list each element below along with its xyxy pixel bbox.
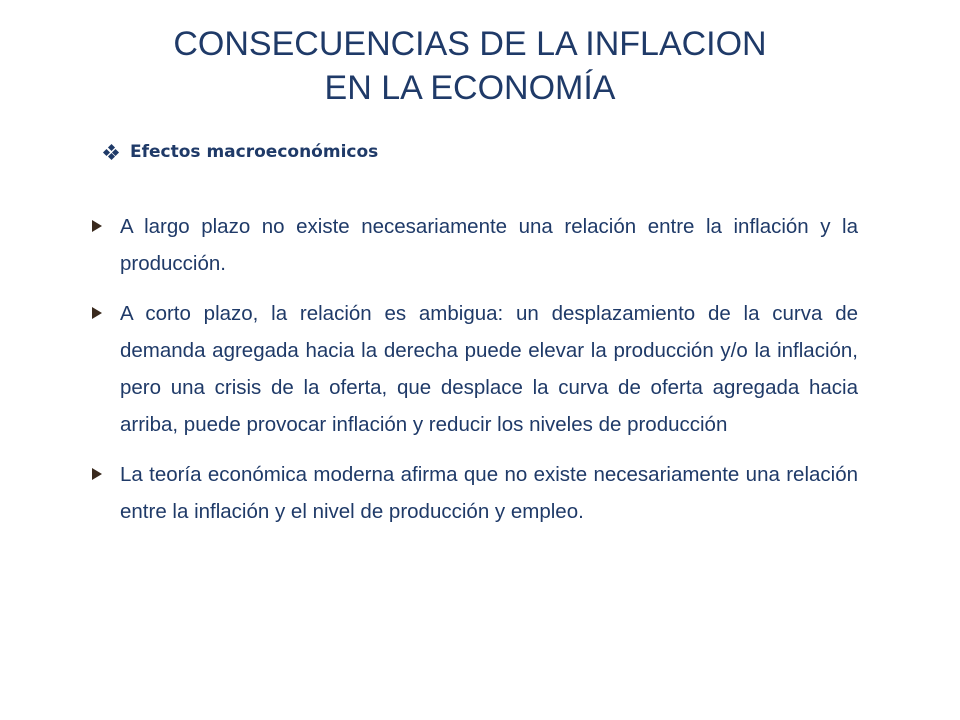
slide-title [0, 22, 940, 110]
arrow-bullet-icon [92, 220, 102, 232]
arrow-bullet-icon [92, 307, 102, 319]
arrow-bullet-icon [92, 468, 102, 480]
bullet-item [92, 208, 858, 282]
bullet-list [92, 208, 858, 543]
diamond-bullet-icon [104, 145, 118, 159]
bullet-item [92, 295, 858, 443]
bullet-item [92, 456, 858, 530]
title-line-2: EN LA ECONOMÍA [324, 69, 616, 107]
title-line-1: CONSECUENCIAS DE LA INFLACION [173, 25, 767, 63]
bullet-text: A largo plazo no existe necesariamente una relación entre la inflación y la producción. [120, 215, 858, 275]
bullet-text: A corto plazo, la relación es ambigua: un desplazamiento de la curva de demanda agregada hacia la derecha puede elevar la producción y/o la inflación, pero una crisis de la oferta, que desplace la curva de oferta agregada hacia arriba, puede provocar inflación y reducir los niveles de producción [120, 302, 858, 436]
section-heading [104, 142, 378, 162]
section-heading-label: Efectos macroeconómicos [130, 142, 379, 162]
bullet-text: La teoría económica moderna afirma que no existe necesariamente una relación entre la inflación y el nivel de producción y empleo. [120, 463, 858, 523]
